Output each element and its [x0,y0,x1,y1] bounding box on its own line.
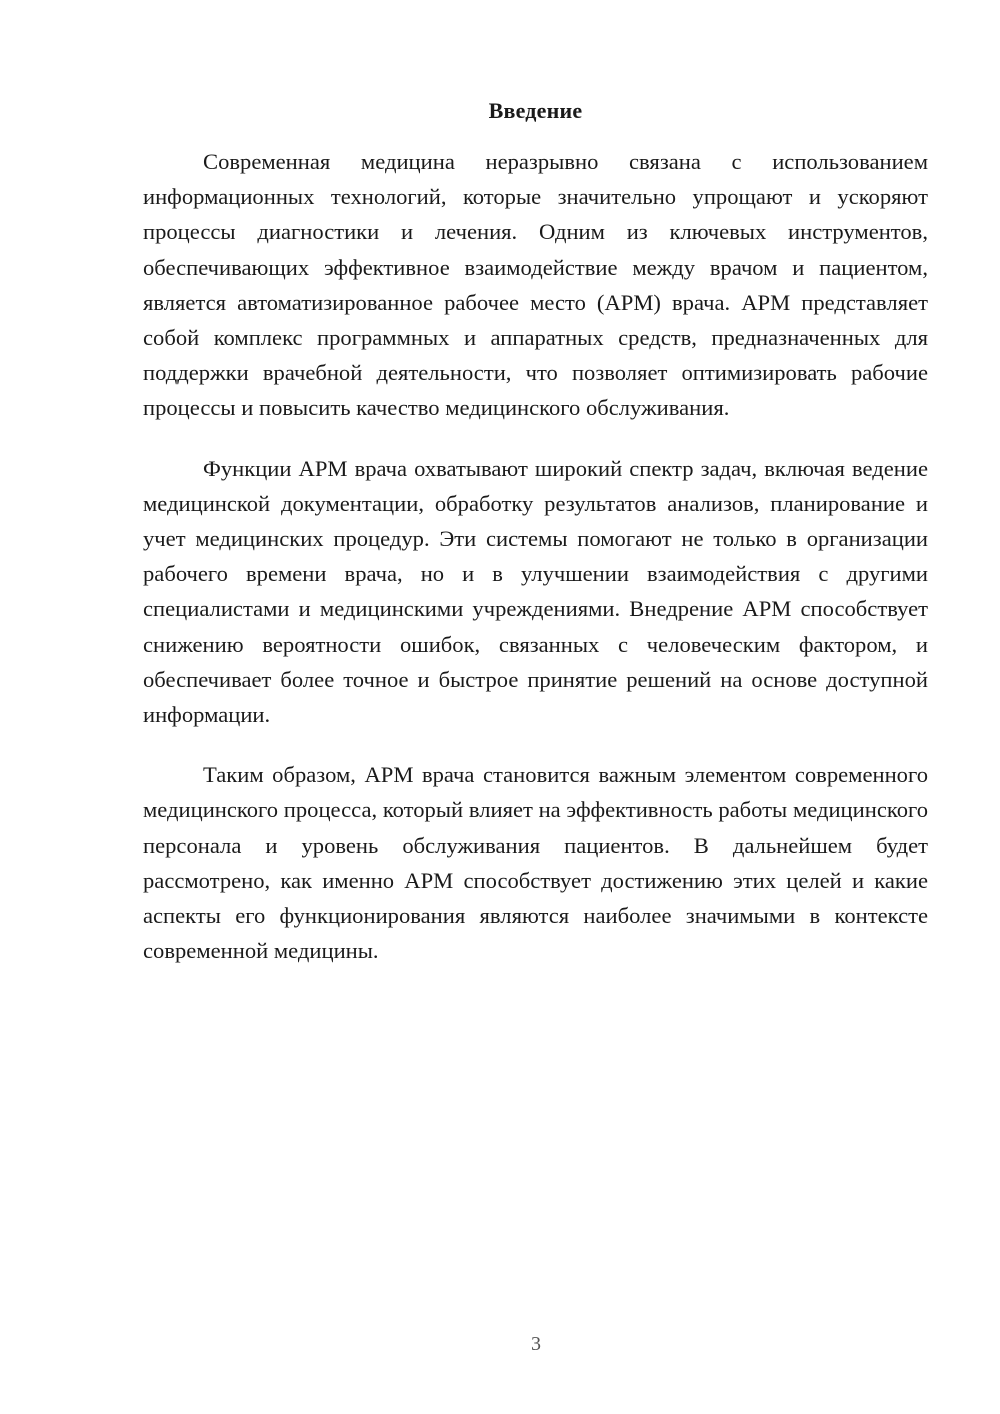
paragraph-3: Таким образом, АРМ врача становится важным элементом современного медицинского процесса, который влияет на эффективность работы медицинского персонала и уровень обслуживания пациентов. В дальнейшем будет рассмотрено, как именно АРМ способствует достижению этих целей и какие аспекты его функционирования являются наиболее значимыми в контексте современной медицины. [143,762,928,964]
paragraph-2: Функции АРМ врача охватывают широкий спектр задач, включая ведение медицинской документации, обработку результатов анализов, планирование и учет медицинских процедур. Эти системы помогают не только в организации рабочего времени врача, но и в улучшении взаимодействия с другими специалистами и медицинскими учреждениями. Внедрение АРМ способствует снижению вероятности ошибок, связанных с человеческим фактором, и обеспечивает более точное и быстрое принятие решений на основе доступной информации. [143,455,928,728]
section-title: Введение [488,98,583,123]
page-number: 3 [531,1333,541,1355]
paragraph-1: Современная медицина неразрывно связана с использованием информационных технологий, которые значительно упрощают и ускоряют процессы диагностики и лечения. Одним из ключевых инструментов, обеспечивающих эффективное взаимодействие между врачом и пациентом, является автоматизированное рабочее место (АРМ) врача. АРМ представляет собой комплекс программных и аппаратных средств, предназначенных для поддержки врачебной деятельности, что позволяет оптимизировать рабочие процессы и повысить качество медицинского обслуживания. [143,149,928,421]
page-content [143,96,928,993]
